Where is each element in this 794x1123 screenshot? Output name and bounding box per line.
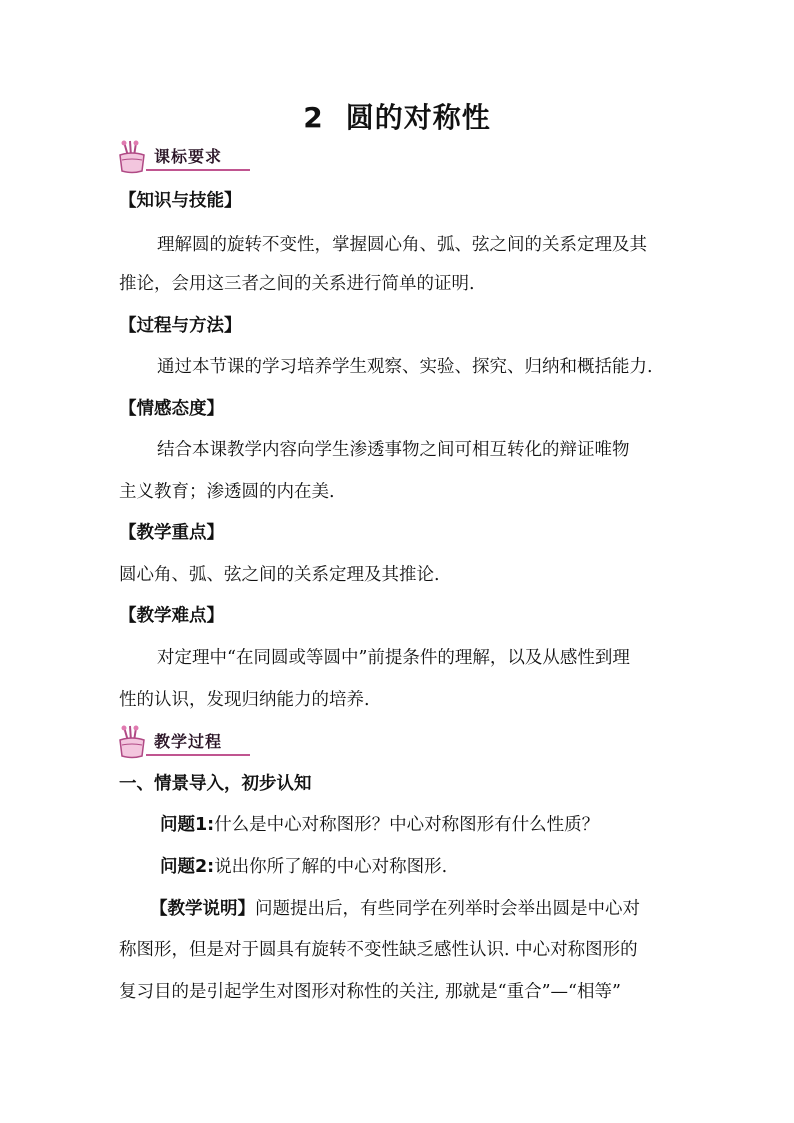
- method-line-1: 通过本节课的学习培养学生观察、实验、探究、归纳和概括能力.: [157, 357, 653, 377]
- question-2: [160, 855, 447, 879]
- question-1: [160, 813, 599, 837]
- teaching-note-line-3: 复习目的是引起学生对图形对称性的关注, 那就是“重合”—“相等”: [119, 982, 621, 1002]
- heading-difficulty: 【教学难点】: [119, 606, 224, 626]
- knowledge-line-2: 推论，会用这三者之间的关系进行简单的证明.: [119, 274, 475, 294]
- banner-standards: [116, 140, 240, 174]
- question-2-label: 问题2:: [160, 857, 215, 877]
- difficulty-line-1: 对定理中“在同圆或等圆中”前提条件的理解，以及从感性到理: [157, 648, 630, 668]
- emotion-line-1: 结合本课教学内容向学生渗透事物之间可相互转化的辩证唯物: [157, 440, 630, 460]
- question-1-text: 什么是中心对称图形？中心对称图形有什么性质？: [214, 815, 600, 835]
- banner-standards-label: 课标要求: [154, 147, 223, 166]
- teaching-note-line-2: 称图形，但是对于圆具有旋转不变性缺乏感性认识. 中心对称图形的: [119, 940, 638, 960]
- banner-process-label: 教学过程: [154, 732, 223, 751]
- teaching-note-text-1: 问题提出后，有些同学在列举时会举出圆是中心对: [255, 899, 640, 919]
- heading-key-point: 【教学重点】: [119, 523, 224, 543]
- banner-underline: [146, 169, 250, 171]
- step1-heading: 一、情景导入，初步认知: [119, 774, 312, 794]
- heading-method: 【过程与方法】: [119, 316, 242, 336]
- title-number: 2: [303, 101, 324, 134]
- title-text: 圆的对称性: [345, 101, 491, 134]
- teaching-note-line-1: [150, 897, 640, 921]
- banner-process: [116, 725, 240, 759]
- knowledge-line-1: 理解圆的旋转不变性，掌握圆心角、弧、弦之间的关系定理及其: [157, 235, 647, 255]
- heading-emotion: 【情感态度】: [119, 399, 224, 419]
- key-point-line-1: 圆心角、弧、弦之间的关系定理及其推论.: [119, 565, 440, 585]
- teaching-note-label: 【教学说明】: [150, 899, 255, 919]
- page-title: [0, 98, 794, 138]
- banner-underline: [146, 754, 250, 756]
- emotion-line-2: 主义教育；渗透圆的内在美.: [119, 482, 335, 502]
- question-1-label: 问题1:: [160, 815, 215, 835]
- question-2-text: 说出你所了解的中心对称图形.: [214, 857, 448, 877]
- heading-knowledge: 【知识与技能】: [119, 191, 242, 211]
- difficulty-line-2: 性的认识，发现归纳能力的培养.: [119, 690, 370, 710]
